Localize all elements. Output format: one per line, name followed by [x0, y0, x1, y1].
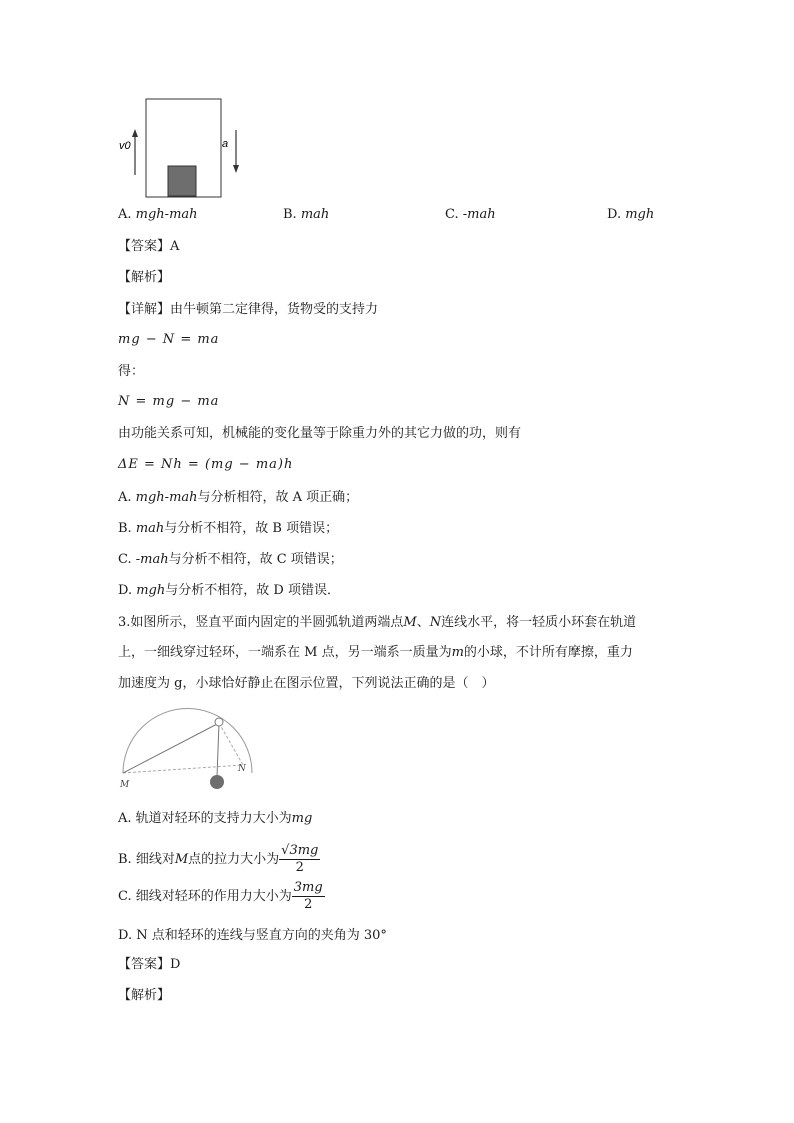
- q2-option-d: D. mgh: [607, 207, 655, 222]
- q3-answer: 【答案】D: [118, 957, 181, 972]
- q2-analysis-heading: 【解析】: [118, 270, 171, 285]
- equation-1: mg − N = ma: [118, 332, 220, 347]
- q3-stem-line-2: 上，一细线穿过轻环，一端系在 M 点，另一端系一质量为m的小球，不计所有摩擦，重力: [118, 645, 633, 660]
- q3-option-d: D. N 点和轻环的连线与竖直方向的夹角为 30°: [118, 928, 387, 943]
- eval-a: A. mgh-mah与分析相符，故 A 项正确；: [118, 490, 359, 505]
- q3-analysis-heading: 【解析】: [118, 988, 171, 1003]
- mn-dashed-line: [123, 765, 243, 773]
- q3-stem-line-3: 加速度为 g，小球恰好静止在图示位置，下列说法正确的是（ ）: [118, 676, 495, 691]
- equation-2: N = mg − ma: [118, 394, 220, 409]
- semicircle-figure: [118, 705, 258, 795]
- fig-m-label: M: [120, 780, 130, 790]
- a-label: a: [222, 138, 229, 150]
- q2-option-b: B. mah: [283, 207, 330, 222]
- v0-label: v0: [119, 140, 131, 152]
- light-ring: [215, 718, 223, 726]
- ball: [210, 775, 224, 789]
- fig-n-label: N: [238, 764, 246, 774]
- q3-option-a: A. 轨道对轻环的支持力大小为mg: [118, 811, 313, 826]
- de-label: 得：: [118, 364, 145, 379]
- thread-m-to-ring: [123, 723, 219, 773]
- q2-option-c: C. -mah: [445, 207, 496, 222]
- cargo-block: [168, 166, 196, 196]
- thread-ring-to-ball: [217, 723, 219, 777]
- eval-b: B. mah与分析不相符，故 B 项错误；: [118, 521, 339, 536]
- elevator-figure: [115, 95, 235, 205]
- energy-text: 由功能关系可知，机械能的变化量等于除重力外的其它力做的功，则有: [118, 426, 522, 441]
- equation-3: ΔE = Nh = (mg − ma)h: [118, 457, 294, 472]
- ring-n-dashed: [219, 723, 243, 765]
- q3-option-b: B. 细线对M点的拉力大小为 $\frac{√3mg}{2}$: [118, 843, 319, 875]
- eval-d: D. mgh与分析不相符，故 D 项错误．: [118, 583, 340, 598]
- q2-option-a: A. mgh-mah: [118, 207, 198, 222]
- q3-stem-line-1: 3.如图所示，竖直平面内固定的半圆弧轨道两端点M、N连线水平，将一轻质小环套在轨道: [118, 615, 637, 630]
- q2-answer: 【答案】A: [118, 239, 180, 254]
- q2-detail: 【详解】由牛顿第二定律得，货物受的支持力: [118, 302, 379, 317]
- q3-option-c: C. 细线对轻环的作用力大小为 $\frac{3mg}{2}$: [118, 880, 323, 912]
- eval-c: C. -mah与分析不相符，故 C 项错误；: [118, 552, 343, 567]
